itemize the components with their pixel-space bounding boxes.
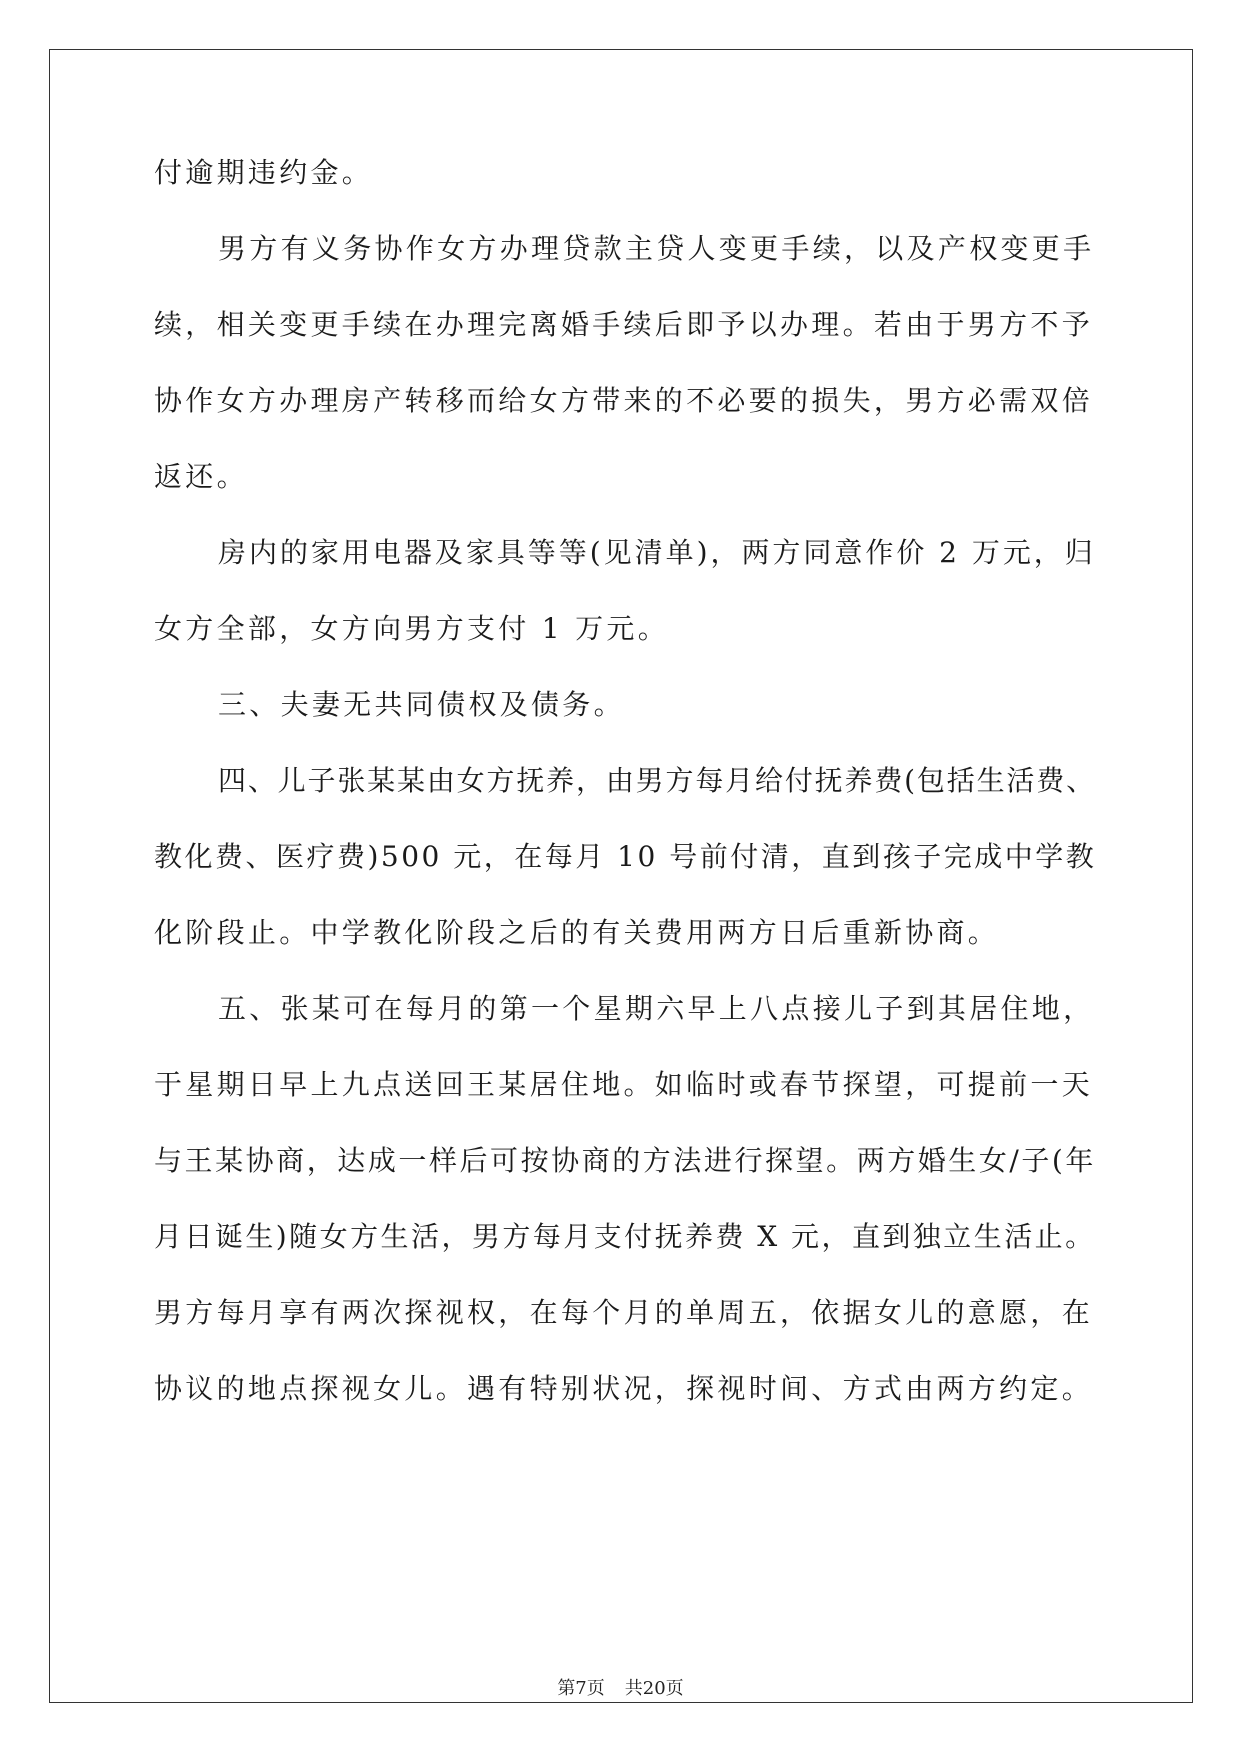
text-line: 女方全部，女方向男方支付 1 万元。 xyxy=(154,612,670,645)
text-line: 房内的家用电器及家具等等(见清单)，两方同意作价 2 万元，归 xyxy=(218,536,1096,569)
text-line: 月日诞生)随女方生活，男方每月支付抚养费 X 元，直到独立生活止。 xyxy=(154,1220,1096,1253)
text-line: 于星期日早上九点送回王某居住地。如临时或春节探望，可提前一天 xyxy=(154,1068,1094,1101)
text-line: 男方每月享有两次探视权，在每个月的单周五，依据女儿的意愿，在 xyxy=(154,1296,1094,1329)
text-line: 协作女方办理房产转移而给女方带来的不必要的损失，男方必需双倍 xyxy=(154,384,1094,417)
page-footer xyxy=(0,1677,1241,1701)
text-line: 返还。 xyxy=(154,460,248,493)
page-total: 共20页 xyxy=(624,1678,684,1699)
text-line: 化阶段止。中学教化阶段之后的有关费用两方日后重新协商。 xyxy=(154,916,1000,949)
text-line: 与王某协商，达成一样后可按协商的方法进行探望。两方婚生女/子(年 xyxy=(154,1144,1096,1177)
text-line: 五、张某可在每月的第一个星期六早上八点接儿子到其居住地， xyxy=(218,992,1095,1025)
text-line: 教化费、医疗费)500 元，在每月 10 号前付清，直到孩子完成中学教 xyxy=(154,840,1097,873)
text-line: 协议的地点探视女儿。遇有特别状况，探视时间、方式由两方约定。 xyxy=(154,1372,1094,1405)
page-number: 第7页 xyxy=(557,1678,605,1699)
text-line: 四、儿子张某某由女方抚养，由男方每月给付抚养费(包括生活费、 xyxy=(218,764,1096,797)
text-line: 续，相关变更手续在办理完离婚手续后即予以办理。若由于男方不予 xyxy=(154,308,1094,341)
text-line: 男方有义务协作女方办理贷款主贷人变更手续，以及产权变更手 xyxy=(218,232,1095,265)
text-line: 三、夫妻无共同债权及债务。 xyxy=(218,688,625,721)
text-line: 付逾期违约金。 xyxy=(154,156,374,189)
